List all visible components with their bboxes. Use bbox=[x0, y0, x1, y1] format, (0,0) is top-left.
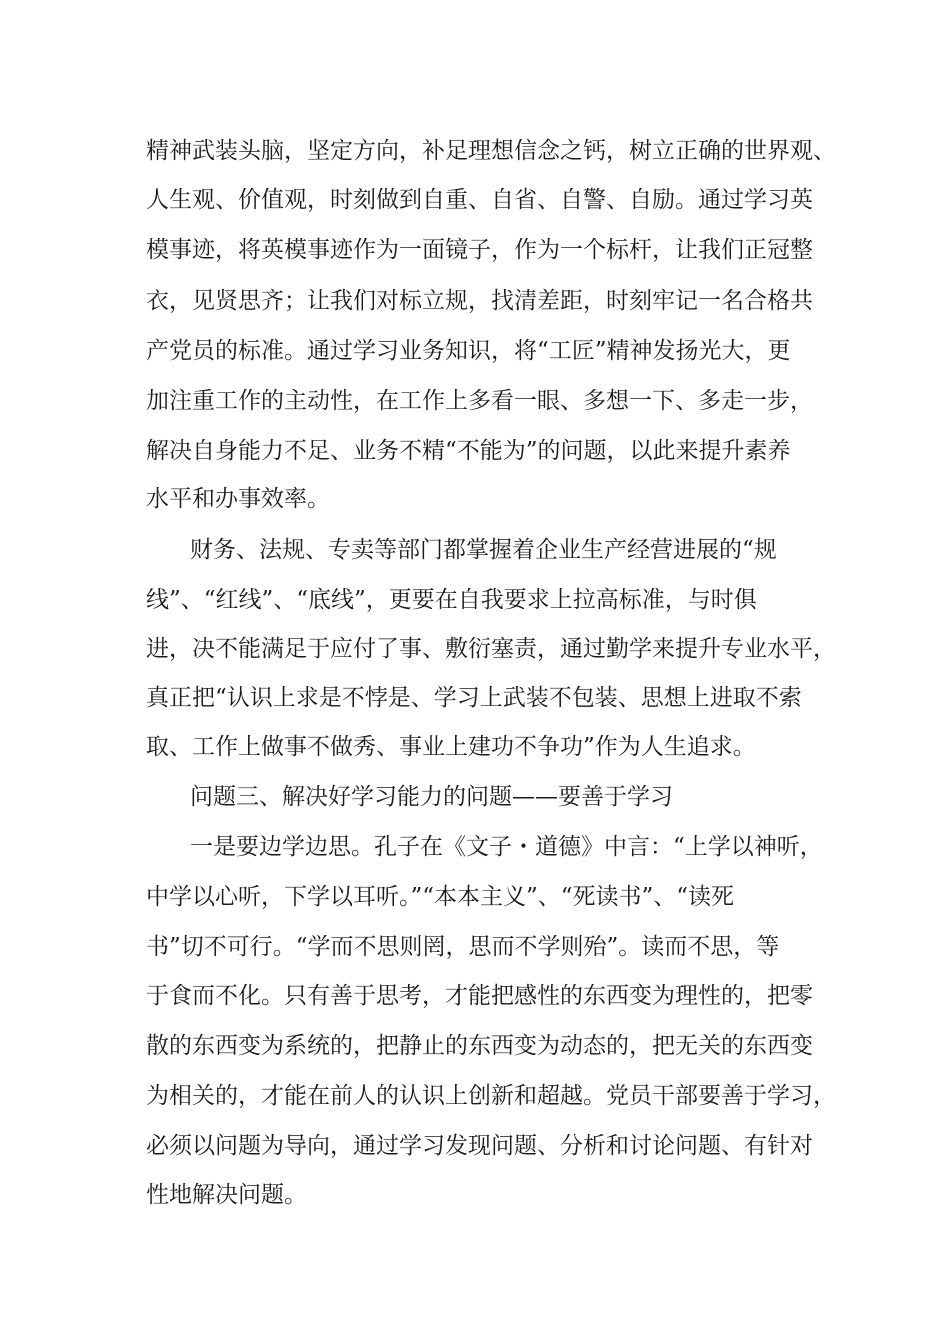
text-line: 必须以问题为导向，通过学习发现问题、分析和讨论问题、有针对 bbox=[146, 1133, 813, 1159]
text-line: 真正把“认识上求是不悖是、学习上武装不包装、思想上进取不索 bbox=[146, 685, 802, 711]
text-line: 人生观、价值观，时刻做到自重、自省、自警、自励。通过学习英 bbox=[146, 187, 813, 213]
text-line: 精神武装头脑，坚定方向，补足理想信念之钙，树立正确的世界观、 bbox=[146, 138, 836, 164]
text-line: 衣，见贤思齐；让我们对标立规，找清差距，时刻牢记一名合格共 bbox=[146, 288, 813, 314]
text-line: 解决自身能力不足、业务不精“不能为”的问题，以此来提升素养 bbox=[146, 438, 791, 464]
text-line: 性地解决问题。 bbox=[146, 1182, 307, 1208]
text-line: 水平和办事效率。 bbox=[146, 486, 330, 512]
paragraph-first-line: 一是要边学边思。孔子在《文子・道德》中言：“上学以神听， bbox=[190, 834, 823, 860]
text-line: 取、工作上做事不做秀、事业上建功不争功”作为人生追求。 bbox=[146, 734, 756, 760]
text-line: 于食而不化。只有善于思考，才能把感性的东西变为理性的，把零 bbox=[146, 983, 813, 1009]
text-line: 加注重工作的主动性，在工作上多看一眼、多想一下、多走一步， bbox=[146, 388, 813, 414]
text-line: 书”切不可行。“学而不思则罔，思而不学则殆”。读而不思，等 bbox=[146, 934, 780, 960]
text-line: 为相关的，才能在前人的认识上创新和超越。党员干部要善于学习， bbox=[146, 1083, 836, 1109]
text-line: 模事迹，将英模事迹作为一面镜子，作为一个标杆，让我们正冠整 bbox=[146, 237, 813, 263]
text-line: 散的东西变为系统的，把静止的东西变为动态的，把无关的东西变 bbox=[146, 1033, 813, 1059]
paragraph-first-line: 财务、法规、专卖等部门都掌握着企业生产经营进展的“规 bbox=[190, 537, 777, 563]
text-line: 进，决不能满足于应付了事、敷衍塞责，通过勤学来提升专业水平， bbox=[146, 636, 836, 662]
text-line: 产党员的标准。通过学习业务知识，将“工匠”精神发扬光大，更 bbox=[146, 338, 791, 364]
text-line: 中学以心听，下学以耳听。”“本本主义”、“死读书”、“读死 bbox=[146, 884, 735, 910]
text-line: 线”、“红线”、“底线”，更要在自我要求上拉高标准，与时俱 bbox=[146, 587, 757, 613]
section-heading: 问题三、解决好学习能力的问题——要善于学习 bbox=[190, 784, 673, 810]
